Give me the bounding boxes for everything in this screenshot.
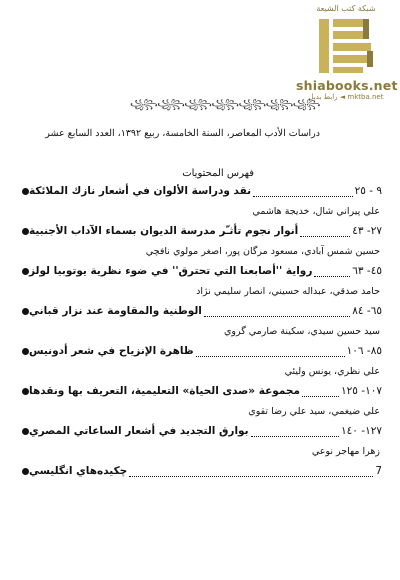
bullet-icon <box>22 388 29 395</box>
bullet-icon <box>22 308 29 315</box>
toc-title: فهرس المحتويات <box>182 168 254 179</box>
bullet-icon <box>22 228 29 235</box>
dot-leader <box>204 306 350 317</box>
bullet-icon <box>22 348 29 355</box>
bullet-icon <box>22 188 29 195</box>
entry-pages: 7 <box>375 465 382 477</box>
entry-pages: ٤٥- ٦٣ <box>352 265 382 277</box>
bullet-icon <box>22 268 29 275</box>
entry-title: بوارق التجديد في أشعار الساعاتي المصري <box>29 425 249 437</box>
entry-title: أنوار نجوم تأثـّر مدرسة الديوان بسماء الآداب الأجنبية <box>29 225 299 237</box>
dot-leader <box>253 186 352 197</box>
entry-authors: علي ضيغمي، سيد علي رضا تقوي <box>248 406 380 417</box>
decorative-ornament: ꧁꧂꧁꧂꧁꧂꧁꧂꧁꧂꧁꧂꧁꧂ <box>130 100 320 110</box>
toc-entry[interactable] <box>20 181 382 201</box>
toc-entry[interactable] <box>20 221 382 241</box>
toc-entry[interactable] <box>20 261 382 281</box>
entry-title: ظاهرة الإنزياح في شعر أدونيس <box>29 345 194 357</box>
entry-title: رواية ''أصابعنا التي تحترق'' في ضوء نظرية يوتوبيا لولز <box>29 265 313 277</box>
toc-entry[interactable] <box>20 301 382 321</box>
entry-title: الوطنية والمقاومة عند نزار قباني <box>29 305 202 317</box>
logo-top-text: شبکة کتب الشیعة <box>316 4 376 13</box>
entry-title: چكيده‌هاي انگليسي <box>29 465 128 477</box>
entry-authors: حسين شمس آبادي، مسعود مرگان پور، اصغر مولوي نافچي <box>145 246 380 257</box>
toc-entry[interactable] <box>20 461 382 481</box>
journal-info: دراسات الأدب المعاصر، السنة الخامسة، ربيع ١٣٩٢، العدد السابع عشر <box>45 128 320 139</box>
dot-leader <box>251 426 339 437</box>
entry-pages: ٦٥- ٨٤ <box>352 305 382 317</box>
dot-leader <box>302 386 339 397</box>
dot-leader <box>129 466 373 477</box>
toc-entry[interactable] <box>20 421 382 441</box>
entry-pages: ١٠٧- ١٢٥ <box>341 385 382 397</box>
entry-title: نقد ودراسة الألوان في أشعار نازك الملائكة <box>29 185 252 197</box>
entry-authors: حامد صدقي، عبداله حسيني، انصار سليمي نژاد <box>196 286 380 297</box>
entry-authors: سيد حسين سيدي، سكينة صارمي گروي <box>223 326 380 337</box>
entry-pages: ٩ - ٢٥ <box>354 185 382 197</box>
logo-site-name: shiabooks.net <box>296 78 398 93</box>
entry-pages: ٢٧- ٤٣ <box>352 225 382 237</box>
book-logo-icon <box>313 15 379 77</box>
entry-pages: ١٢٧- ١٤٠ <box>341 425 382 437</box>
bullet-icon <box>22 428 29 435</box>
dot-leader <box>196 346 345 357</box>
entry-authors: علي نظري، يونس وليئي <box>284 366 380 377</box>
logo-alt-link[interactable]: mktba.net ◄ رابط بديل <box>308 93 384 101</box>
toc-entry[interactable] <box>20 381 382 401</box>
entry-authors: علي پيراني شال، خديجة هاشمي <box>252 206 380 217</box>
table-of-contents <box>20 181 382 481</box>
entry-authors: زهرا مهاجر نوعي <box>311 446 380 457</box>
entry-pages: ٨٥- ١٠٦ <box>346 345 382 357</box>
entry-title: مجموعة «صدى الحياة» التعليمية، التعريف بها ونقدها <box>29 385 300 397</box>
bullet-icon <box>22 468 29 475</box>
dot-leader <box>314 266 350 277</box>
dot-leader <box>300 226 350 237</box>
toc-entry[interactable] <box>20 341 382 361</box>
